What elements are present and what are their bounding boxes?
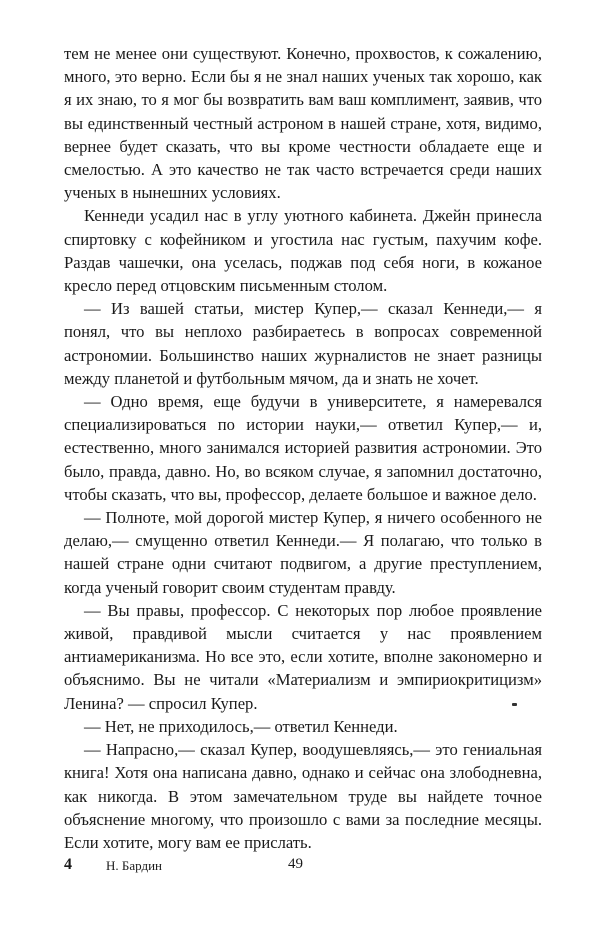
page-footer xyxy=(64,856,542,878)
signature-author: Н. Бардин xyxy=(106,858,162,873)
paragraph-1: тем не менее они существуют. Конечно, прохвостов, к сожалению, много, это верно. Если бы я не знал наших ученых так хорошо, как я их знаю, то я мог бы возвратить вам ваш комплимент, заявив, что вы единственный честный астроном в нашей стране, хотя, видимо, вернее будет сказать, что вы кроме честности обладаете еще и смелостью. А это качество не так часто встречается среди наших ученых в нынешних условиях. xyxy=(64,44,542,203)
paragraph-8: — Напрасно,— сказал Купер, воодушевляясь,— это гениальная книга! Хотя она написана давно, однако и сейчас она злободневна, как никогда. В этом замечательном труде вы найдете точное объяснение многому, что произошло с вами за последние месяцы. Если хотите, могу вам ее прислать. xyxy=(64,740,542,852)
print-speck xyxy=(512,703,517,706)
paragraph-6: — Вы правы, профессор. С некоторых пор любое проявление живой, правдивой мысли считается у нас проявлением антиамериканизма. Но все это, если хотите, вполне закономерно и объяснимо. Вы не читали «Материализм и эмпириокритицизм» Ленина? — спросил Купер. xyxy=(64,600,542,713)
paragraph-4: — Одно время, еще будучи в университете, я намеревался специализироваться по истории науки,— ответил Купер,— и, естественно, много занимался историей развития астрономии. Это было, правда, давно. Но, во всяком случае, я запомнил достаточно, чтобы сказать, что вы, профессор, делаете большое и важное дело. xyxy=(64,392,542,504)
signature-number: 4 xyxy=(64,856,72,873)
book-page-text xyxy=(64,42,542,854)
paragraph-5: — Полноте, мой дорогой мистер Купер, я ничего особенного не делаю,— смущенно ответил Кеннеди.— Я полагаю, что только в нашей стране одни считают подвигом, а другие преступлением, когда ученый говорит своим студентам правду. xyxy=(64,508,542,597)
paragraph-2: Кеннеди усадил нас в углу уютного кабинета. Джейн принесла спиртовку с кофейником и угостила нас густым, пахучим кофе. Раздав чашечки, она уселась, поджав под себя ноги, в кожаное кресло перед отцовским письменным столом. xyxy=(64,206,542,296)
paragraph-7: — Нет, не приходилось,— ответил Кеннеди. xyxy=(84,716,398,736)
page-number: 49 xyxy=(288,856,303,872)
paragraph-3: — Из вашей статьи, мистер Купер,— сказал Кеннеди,— я понял, что вы неплохо разбираетесь в вопросах современной астрономии. Большинство наших журналистов не знает разницы между планетой и футбольным мячом, да и знать не хочет. xyxy=(64,299,542,388)
